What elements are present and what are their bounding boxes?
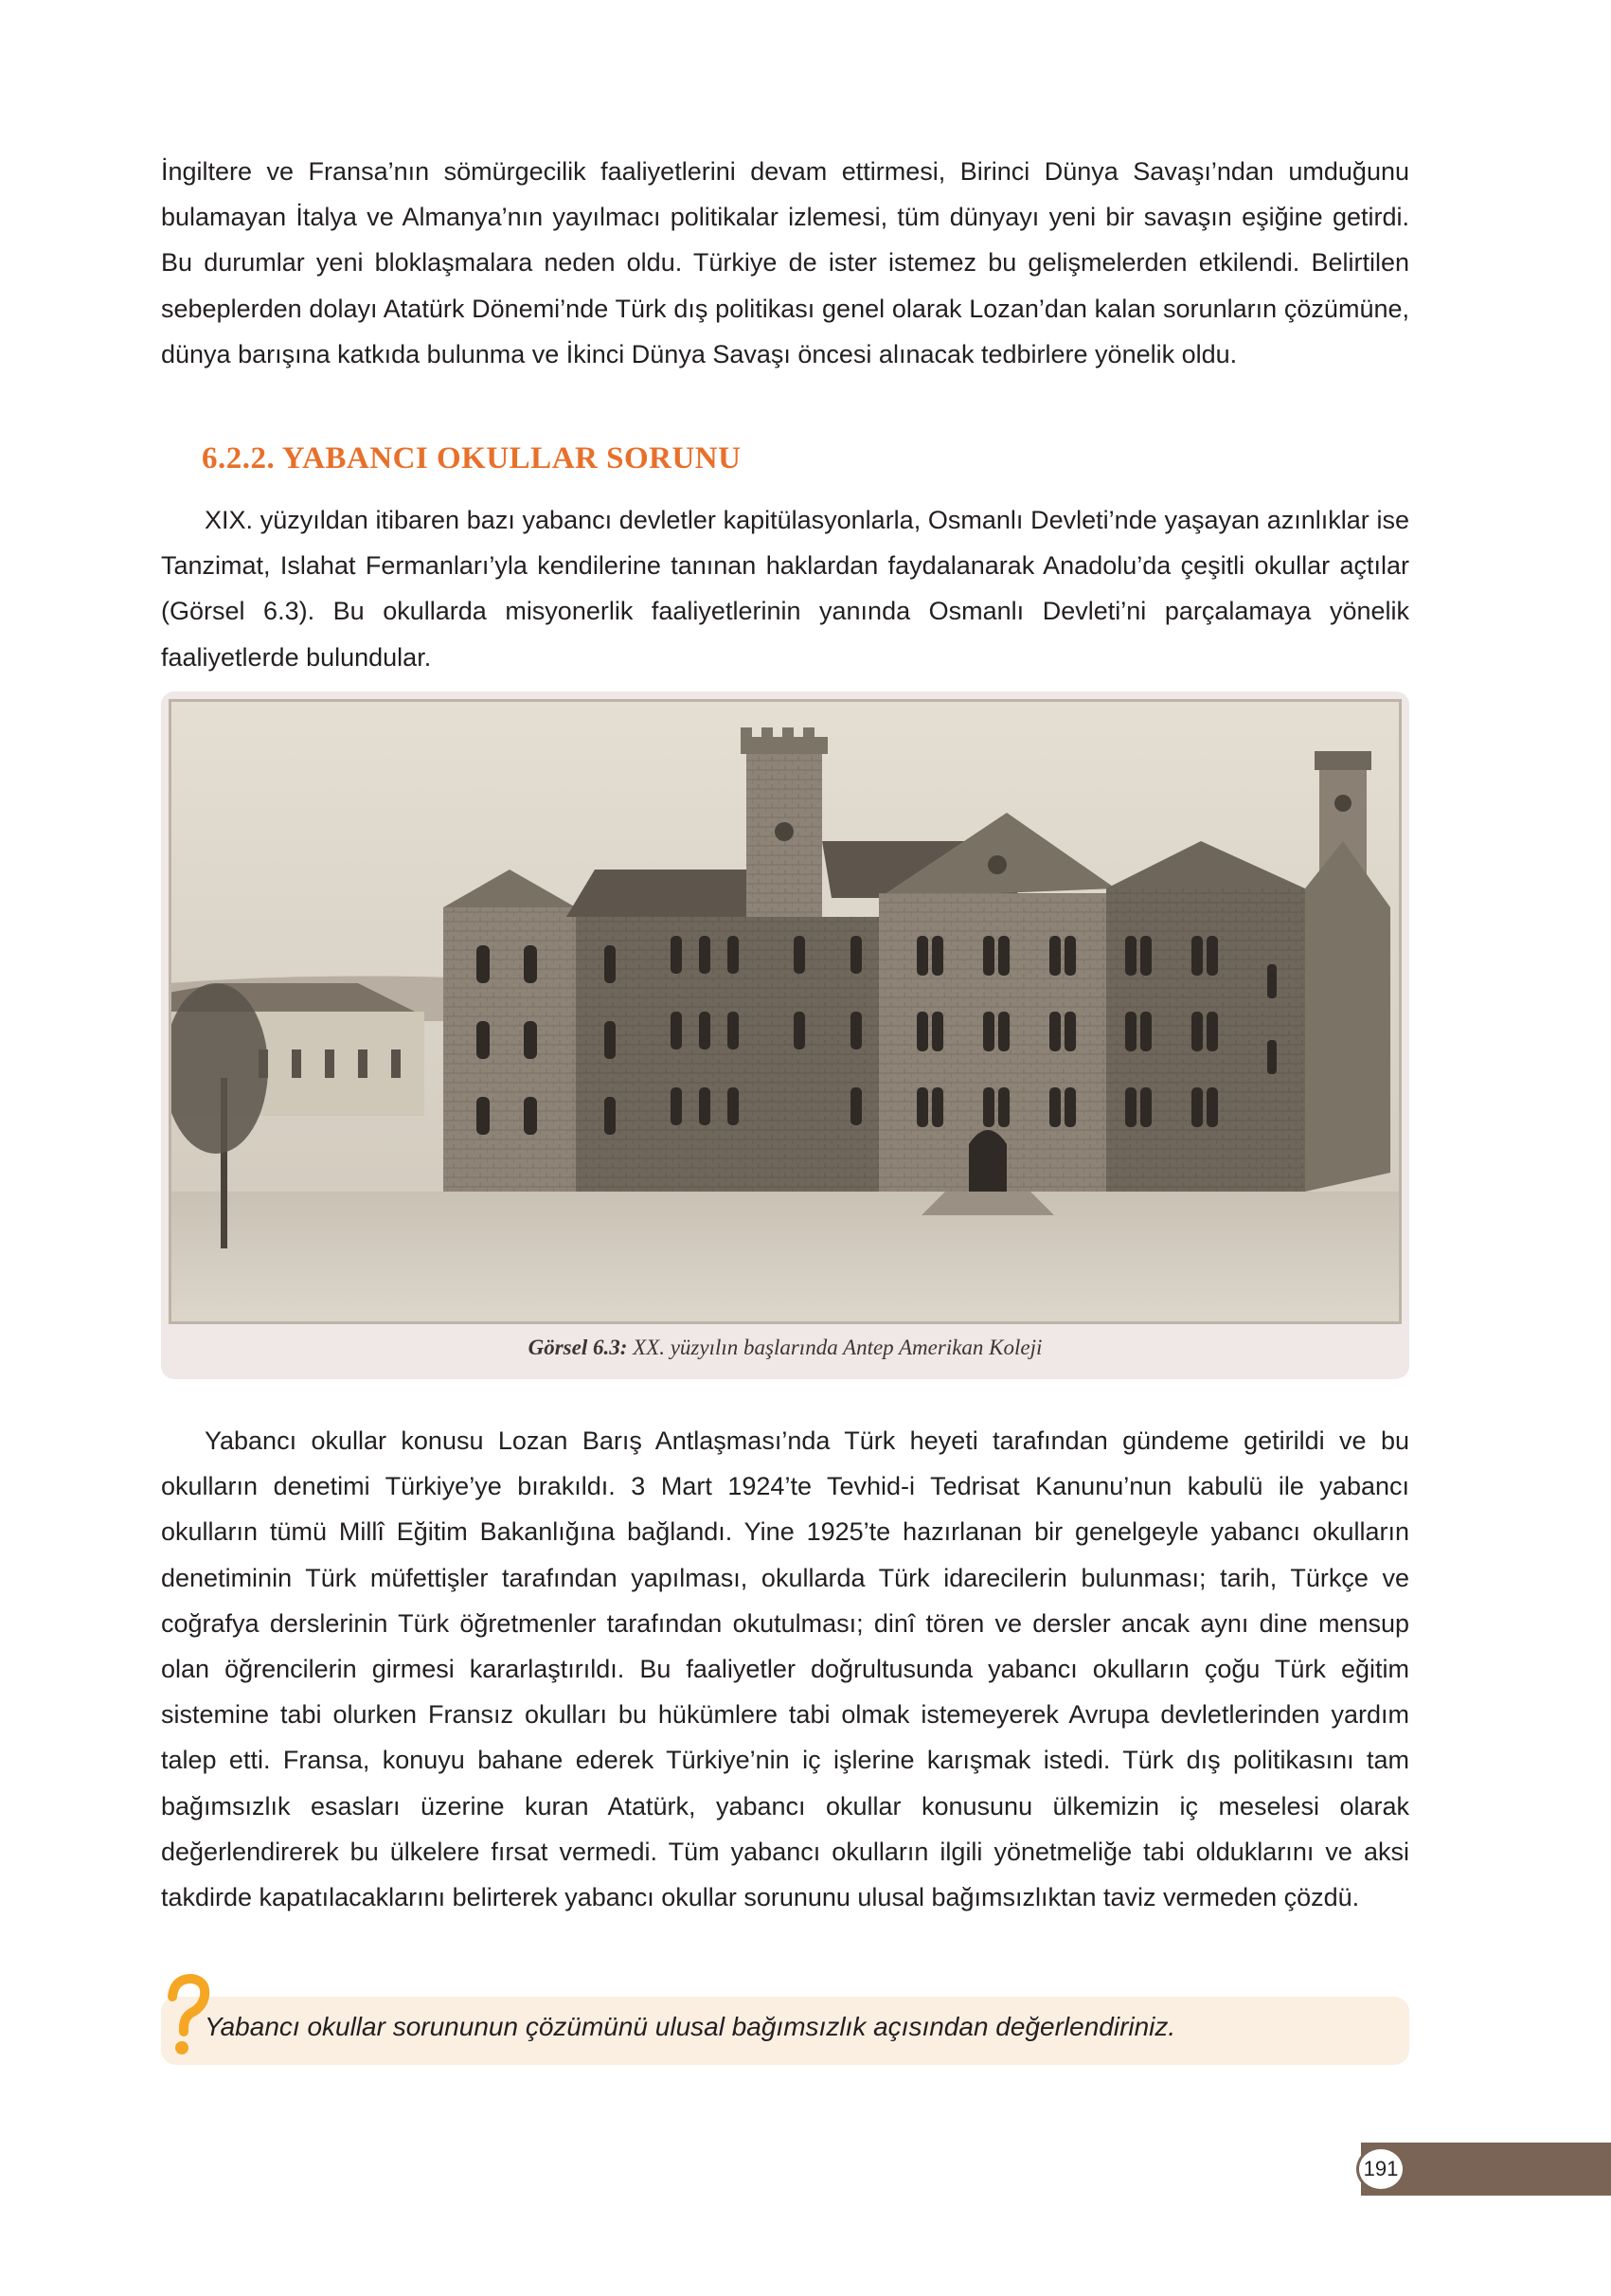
section-paragraph-1: XIX. yüzyıldan itibaren bazı yabancı devletler kapitülasyonlarla, Osmanlı Devleti’nde yaşayan azınlıklar ise Tanzimat, Islahat Fermanları’yla kendilerine tanınan haklardan faydalanarak Anadolu’da çeşitli okullar açtılar (Görsel 6.3). Bu okullarda misyonerlik faaliyetlerinin yanında Osmanlı Devleti’ni parçalamaya yönelik faaliyetlerde bulundular. <box>161 506 1409 672</box>
figure-caption-text: XX. yüzyılın başlarında Antep Amerikan Koleji <box>633 1336 1043 1359</box>
section-paragraph-2: Yabancı okullar konusu Lozan Barış Antlaşması’nda Türk heyeti tarafından gündeme getirildi ve bu okulların denetimi Türkiye’ye bırakıldı. 3 Mart 1924’te Tevhid-i Tedrisat Kanunu’nun kabulü ile yabancı okulların tümü Millî Eğitim Bakanlığına bağlandı. Yine 1925’te hazırlanan bir genelgeyle yabancı okulların denetiminin Türk müfettişler tarafından yapılması, okullarda Türk idarecilerin bulunması; tarih, Türkçe ve coğrafya derslerinin Türk öğretmenler tarafından okutulması; dinî tören ve dersler ancak aynı dine mensup olan öğrencilerin girmesi kararlaştırıldı. Bu faaliyetler doğrultusunda yabancı okulların çoğu Türk eğitim sistemine tabi olurken Fransız okulları bu hükümlere tabi olmak istemeyerek Avrupa devletlerinden yardım talep etti. Fransa, konuyu bahane ederek Türkiye’nin iç işlerine karışmak istedi. Türk dış politikasını tam bağımsızlık esasları üzerine kuran Atatürk, yabancı okullar konusunu ülkemizin iç meselesi olarak değerlendirerek bu ülkelere fırsat vermedi. Tüm yabancı okulların ilgili yönetmeliğe tabi olduklarını ve aksi takdirde kapatılacaklarını belirterek yabancı okullar sorununu ulusal bağımsızlıktan taviz vermeden çözdü. <box>161 1426 1409 1912</box>
question-mark-icon <box>163 1973 210 2058</box>
intro-paragraph: İngiltere ve Fransa’nın sömürgecilik faaliyetlerini devam ettirmesi, Birinci Dünya Savaşı’ndan umduğunu bulamayan İtalya ve Almanya’nın yayılmacı politikalar izlemesi, tüm dünyayı yeni bir savaşın eşiğine getirdi. Bu durumlar yeni bloklaşmalara neden oldu. Türkiye de ister istemez bu gelişmelerden etkilendi. Belirtilen sebeplerden dolayı Atatürk Dönemi’nde Türk dış politikası genel olarak Lozan’dan kalan sorunların çözümüne, dünya barışına katkıda bulunma ve İkinci Dünya Savaşı öncesi alınacak tedbirlere yönelik oldu. <box>161 157 1409 368</box>
question-text: Yabancı okullar sorununun çözümünü ulusal bağımsızlık açısından değerlendiriniz. <box>205 2012 1176 2041</box>
school-building-photo <box>169 699 1402 1324</box>
figure-label: Görsel 6.3: <box>528 1336 628 1359</box>
section-heading: 6.2.2. YABANCI OKULLAR SORUNU <box>202 441 742 475</box>
figure <box>161 691 1409 1379</box>
figure-caption <box>161 1336 1409 1360</box>
page-number: 191 <box>1356 2146 1405 2192</box>
